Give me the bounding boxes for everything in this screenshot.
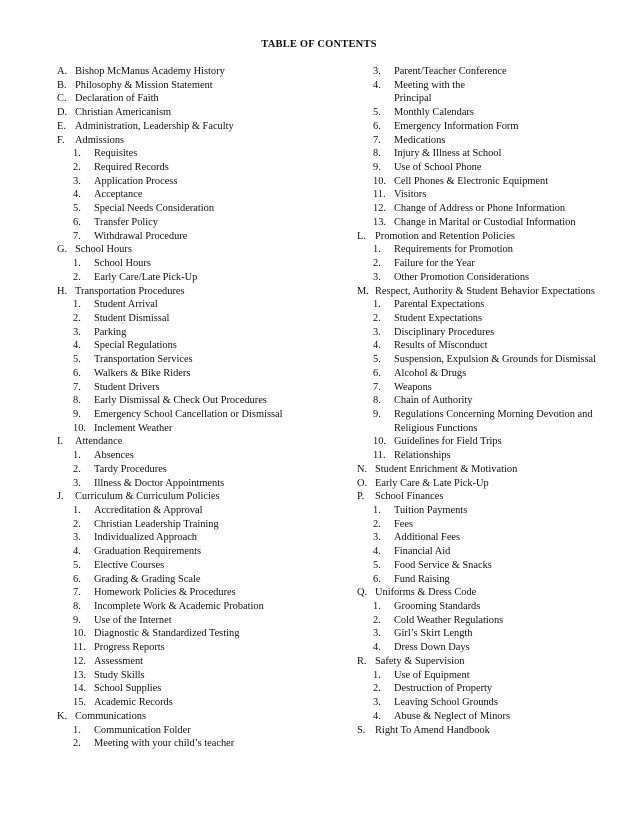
toc-subitem: [357, 614, 627, 628]
toc-item-number: 2.: [373, 614, 381, 626]
toc-item-number: C.: [57, 93, 67, 105]
toc-item-number: 10.: [373, 175, 386, 187]
toc-subitem: [57, 600, 357, 614]
toc-item-number: 7.: [73, 587, 81, 599]
toc-subitem: [57, 682, 357, 696]
toc-subitem: [357, 600, 627, 614]
toc-item-number: O.: [357, 477, 368, 489]
toc-item-text: Tardy Procedures: [94, 463, 167, 475]
toc-item-number: 14.: [73, 683, 86, 695]
toc-subitem: [57, 504, 357, 518]
toc-section: [357, 230, 627, 244]
toc-subitem: [357, 271, 627, 285]
toc-item-number: E.: [57, 120, 66, 132]
toc-item-text: Homework Policies & Procedures: [94, 587, 236, 599]
toc-item-text: Incomplete Work & Academic Probation: [94, 601, 264, 613]
toc-item-text: Alcohol & Drugs: [394, 367, 467, 379]
toc-subitem: [357, 326, 627, 340]
toc-item-text: Emergency School Cancellation or Dismissal: [94, 408, 283, 420]
toc-item-text: Other Promotion Considerations: [394, 271, 530, 283]
toc-subitem: [357, 312, 627, 326]
toc-subitem: [57, 202, 357, 216]
toc-subitem: [57, 669, 357, 683]
toc-item-text: Academic Records: [94, 697, 173, 709]
toc-subitem: [57, 422, 357, 436]
toc-subitem: [357, 682, 627, 696]
toc-item-text: Monthly Calendars: [394, 107, 474, 119]
toc-item-number: 6.: [73, 367, 81, 379]
toc-subitem: [57, 545, 357, 559]
toc-item-number: 7.: [73, 381, 81, 393]
toc-item-text: Study Skills: [94, 669, 145, 681]
toc-subitem: [57, 573, 357, 587]
toc-item-number: 11.: [373, 450, 386, 462]
toc-item-number: 1.: [373, 669, 381, 681]
toc-item-text: Abuse & Neglect of Minors: [394, 710, 511, 722]
toc-item-number: 1.: [73, 724, 81, 736]
toc-item-number: 1.: [73, 258, 81, 270]
toc-subitem: [57, 655, 357, 669]
toc-item-text: Grooming Standards: [394, 601, 481, 613]
toc-subitem: [357, 435, 627, 449]
toc-subitem: [357, 408, 627, 422]
toc-item-text: Requisites: [94, 148, 138, 160]
toc-section: [57, 79, 357, 93]
toc-item-text: Weapons: [394, 381, 432, 393]
toc-item-number: I.: [57, 436, 64, 448]
toc-item-number: 4.: [73, 189, 81, 201]
toc-subitem: [57, 627, 357, 641]
toc-item-text: Safety & Supervision: [375, 655, 465, 667]
toc-section: [357, 463, 627, 477]
toc-item-text: Emergency Information Form: [394, 120, 519, 132]
toc-item-number: 12.: [73, 655, 86, 667]
toc-subitem: [357, 518, 627, 532]
toc-item-text: Leaving School Grounds: [394, 697, 498, 709]
toc-item-text: Religious Functions: [394, 422, 478, 434]
toc-subitem: [357, 669, 627, 683]
toc-item-text: Visitors: [394, 189, 427, 201]
toc-subitem: [357, 147, 627, 161]
toc-item-text: Diagnostic & Standardized Testing: [94, 628, 240, 640]
toc-item-number: 8.: [73, 601, 81, 613]
toc-item-number: 6.: [373, 120, 381, 132]
toc-item-number: 2.: [73, 738, 81, 750]
toc-item-text: Illness & Doctor Appointments: [94, 477, 225, 489]
toc-item-number: 12.: [373, 203, 386, 215]
toc-subitem: [357, 298, 627, 312]
toc-item-text: Requirements for Promotion: [394, 244, 513, 256]
toc-item-text: Girl’s Skirt Length: [394, 628, 473, 640]
toc-item-text: Graduation Requirements: [94, 546, 202, 558]
toc-subitem: [57, 641, 357, 655]
toc-subitem: [57, 326, 357, 340]
toc-item-number: 10.: [373, 436, 386, 448]
toc-item-number: 2.: [73, 271, 81, 283]
toc-item-number: 3.: [373, 271, 381, 283]
toc-item-text: Acceptance: [94, 189, 143, 201]
toc-item-number: 6.: [373, 573, 381, 585]
toc-item-number: 7.: [373, 134, 381, 146]
toc-item-text: Progress Reports: [94, 642, 165, 654]
toc-item-text: Inclement Weather: [94, 422, 173, 434]
toc-item-number: Q.: [357, 587, 368, 599]
toc-item-number: 10.: [73, 628, 86, 640]
toc-item-text: Principal: [394, 93, 432, 105]
toc-item-text: Admissions: [75, 134, 125, 146]
toc-subitem: [357, 188, 627, 202]
toc-subitem: [57, 477, 357, 491]
toc-item-number: 8.: [373, 148, 381, 160]
toc-item-text: Dress Down Days: [394, 642, 470, 654]
toc-item-text: Attendance: [75, 436, 123, 448]
toc-subitem: [357, 243, 627, 257]
toc-subitem: [57, 394, 357, 408]
toc-item-number: B.: [57, 79, 67, 91]
toc-item-text: Parent/Teacher Conference: [394, 66, 507, 77]
toc-subitem: [57, 339, 357, 353]
toc-subitem: [57, 586, 357, 600]
toc-subitem: [357, 79, 627, 93]
toc-item-number: 4.: [73, 546, 81, 558]
toc-section: [357, 724, 627, 738]
toc-item-text: Transfer Policy: [94, 216, 158, 228]
toc-section: [357, 655, 627, 669]
toc-item-number: G.: [57, 244, 68, 256]
toc-subitem: [57, 518, 357, 532]
toc-item-text: Promotion and Retention Policies: [375, 230, 515, 242]
toc-item-number: 3.: [373, 532, 381, 544]
toc-item-number: 6.: [73, 216, 81, 228]
toc-subitem: [57, 449, 357, 463]
toc-item-number: 3.: [373, 66, 381, 77]
toc-item-text: Meeting with your child’s teacher: [94, 738, 235, 750]
toc-item-number: 4.: [73, 340, 81, 352]
toc-item-number: 1.: [373, 299, 381, 311]
toc-item-number: 3.: [73, 532, 81, 544]
toc-item-number: S.: [357, 724, 366, 736]
toc-item-text: Elective Courses: [94, 559, 165, 571]
toc-section: [57, 490, 357, 504]
toc-item-text: Failure for the Year: [394, 258, 475, 270]
toc-item-text: Meeting with the: [394, 79, 465, 91]
toc-item-text: School Supplies: [94, 683, 162, 695]
toc-item-text: Christian Americanism: [75, 107, 172, 119]
toc-subitem: [357, 175, 627, 189]
toc-item-text: Disciplinary Procedures: [394, 326, 495, 338]
toc-subitem: [357, 381, 627, 395]
toc-item-text: Walkers & Bike Riders: [94, 367, 191, 379]
toc-subitem: [357, 504, 627, 518]
toc-item-number: 3.: [73, 326, 81, 338]
page-title: TABLE OF CONTENTS: [261, 39, 377, 50]
toc-section: [57, 92, 357, 106]
toc-item-text: Transportation Services: [94, 354, 193, 366]
toc-item-number: 8.: [73, 395, 81, 407]
toc-subitem: [357, 627, 627, 641]
toc-item-text: Communication Folder: [94, 724, 191, 736]
toc-item-text: Respect, Authority & Student Behavior Expectations: [375, 285, 595, 297]
toc-item-number: 2.: [73, 162, 81, 174]
toc-item-text: Required Records: [94, 162, 169, 174]
toc-item-text: Communications: [75, 710, 146, 722]
toc-item-text: Early Care/Late Pick-Up: [94, 271, 198, 283]
toc-item-text: Use of the Internet: [94, 614, 172, 626]
toc-item-number: 11.: [373, 189, 386, 201]
toc-item-number: 5.: [373, 107, 381, 119]
toc-subitem: [357, 367, 627, 381]
toc-item-number: 2.: [73, 518, 81, 530]
toc-item-text: Change of Address or Phone Information: [394, 203, 566, 215]
toc-subitem: [57, 531, 357, 545]
toc-subitem: [57, 408, 357, 422]
toc-item-number: 5.: [73, 354, 81, 366]
toc-subitem: [57, 737, 357, 751]
toc-item-text: Parking: [94, 326, 127, 338]
toc-item-text: Fund Raising: [394, 573, 450, 585]
toc-item-number: 4.: [373, 546, 381, 558]
toc-item-number: 4.: [373, 710, 381, 722]
toc-item-text: Transportation Procedures: [75, 285, 185, 297]
toc-subitem: [57, 312, 357, 326]
toc-subitem: [57, 216, 357, 230]
toc-item-text: Right To Amend Handbook: [375, 724, 490, 736]
toc-subitem: [57, 147, 357, 161]
toc-item-text: Student Dismissal: [94, 312, 170, 324]
toc-item-number: 7.: [73, 230, 81, 242]
toc-item-number: P.: [357, 491, 365, 503]
toc-section: [57, 134, 357, 148]
toc-subitem: [57, 463, 357, 477]
toc-subitem: [57, 381, 357, 395]
toc-item-number: R.: [357, 655, 367, 667]
toc-item-text: Early Care & Late Pick-Up: [375, 477, 489, 489]
toc-item-text: Student Drivers: [94, 381, 160, 393]
toc-item-number: 5.: [73, 559, 81, 571]
toc-subitem: [57, 367, 357, 381]
toc-item-text: Special Regulations: [94, 340, 177, 352]
toc-item-number: 1.: [73, 450, 81, 462]
toc-item-text: Use of School Phone: [394, 162, 482, 174]
toc-item-text: Regulations Concerning Morning Devotion and: [394, 408, 593, 420]
toc-subitem: [357, 339, 627, 353]
toc-item-text: School Hours: [94, 258, 151, 270]
toc-item-number: 1.: [73, 148, 81, 160]
toc-item-number: 5.: [373, 559, 381, 571]
toc-subitem: [357, 641, 627, 655]
toc-subitem: [357, 65, 627, 79]
toc-subitem: [57, 230, 357, 244]
toc-item-text: Guidelines for Field Trips: [394, 436, 502, 448]
toc-section: [357, 285, 627, 299]
toc-subitem: [357, 545, 627, 559]
toc-item-number: 4.: [373, 340, 381, 352]
toc-subitem: [357, 573, 627, 587]
toc-item-number: 1.: [73, 299, 81, 311]
toc-section: [57, 710, 357, 724]
toc-subitem: [357, 106, 627, 120]
toc-item-number: 1.: [373, 505, 381, 516]
toc-item-text: Declaration of Faith: [75, 93, 159, 105]
toc-item-number: D.: [57, 107, 68, 119]
toc-item-number: N.: [357, 463, 368, 475]
toc-item-text: Food Service & Snacks: [394, 559, 492, 571]
toc-item-text: Financial Aid: [394, 546, 451, 558]
toc-item-text: Christian Leadership Training: [94, 518, 219, 530]
toc-item-number: A.: [57, 66, 68, 77]
toc-item-text: Curriculum & Curriculum Policies: [75, 491, 220, 503]
toc-subitem: [357, 696, 627, 710]
toc-item-number: 8.: [373, 395, 381, 407]
toc-subitem: [57, 696, 357, 710]
toc-section: [57, 243, 357, 257]
toc-subitem: [357, 257, 627, 271]
toc-item-text: Absences: [94, 450, 134, 462]
toc-section: [57, 435, 357, 449]
toc-section: [57, 120, 357, 134]
toc-section: [57, 65, 357, 79]
toc-item-number: 15.: [73, 697, 86, 709]
toc-item-text: Administration, Leadership & Faculty: [75, 120, 234, 132]
toc-item-text: Student Enrichment & Motivation: [375, 463, 518, 475]
toc-item-number: L.: [357, 230, 366, 242]
toc-subitem: [357, 134, 627, 148]
toc-item-number: 2.: [73, 312, 81, 324]
toc-subitem: [57, 559, 357, 573]
toc-subitem: [357, 710, 627, 724]
toc-item-number: 2.: [373, 258, 381, 270]
toc-subitem: [357, 120, 627, 134]
toc-item-number: 3.: [373, 628, 381, 640]
toc-item-text: Individualized Approach: [94, 532, 198, 544]
toc-item-number: J.: [57, 491, 64, 503]
toc-subitem: [57, 161, 357, 175]
toc-item-number: 5.: [373, 354, 381, 366]
toc-item-text: Application Process: [94, 175, 178, 187]
toc-item-text: Uniforms & Dress Code: [375, 587, 477, 599]
toc-item-text: Bishop McManus Academy History: [75, 66, 225, 77]
toc-item-number: 6.: [73, 573, 81, 585]
toc-subitem: [357, 353, 627, 367]
toc-subitem: [57, 188, 357, 202]
toc-item-number: 2.: [373, 683, 381, 695]
toc-subitem: [357, 394, 627, 408]
toc-section: [57, 106, 357, 120]
toc-item-number: 5.: [73, 203, 81, 215]
toc-item-text: Assessment: [94, 655, 144, 667]
toc-item-number: 3.: [373, 326, 381, 338]
toc-item-number: F.: [57, 134, 65, 146]
toc-item-text: Results of Misconduct: [394, 340, 488, 352]
toc-item-text: Withdrawal Procedure: [94, 230, 188, 242]
toc-item-text: Destruction of Property: [394, 683, 493, 695]
toc-item-text: Accreditation & Approval: [94, 505, 203, 516]
toc-item-text: Suspension, Expulsion & Grounds for Dismissal: [394, 354, 597, 366]
toc-section: [357, 490, 627, 504]
toc-item-number: 1.: [373, 244, 381, 256]
toc-subitem: [57, 724, 357, 738]
toc-item-number: 9.: [373, 162, 381, 174]
toc-item-text: Medications: [394, 134, 446, 146]
toc-item-number: H.: [57, 285, 68, 297]
toc-item-text: Special Needs Consideration: [94, 203, 215, 215]
toc-continuation: [357, 92, 627, 106]
toc-item-number: 10.: [73, 422, 86, 434]
toc-continuation: [357, 422, 627, 436]
toc-item-text: School Hours: [75, 244, 132, 256]
toc-item-text: Tuition Payments: [394, 505, 468, 516]
toc-item-text: Student Expectations: [394, 312, 483, 324]
toc-item-number: 2.: [373, 312, 381, 324]
toc-right-column: [357, 65, 627, 737]
toc-item-text: Cold Weather Regulations: [394, 614, 504, 626]
toc-item-number: 9.: [73, 408, 81, 420]
toc-item-text: Cell Phones & Electronic Equipment: [394, 175, 549, 187]
toc-item-text: Philosophy & Mission Statement: [75, 79, 213, 91]
toc-item-number: 3.: [73, 477, 81, 489]
toc-section: [57, 285, 357, 299]
toc-subitem: [357, 559, 627, 573]
toc-item-text: Student Arrival: [94, 299, 158, 311]
toc-item-number: 3.: [373, 697, 381, 709]
toc-item-number: 3.: [73, 175, 81, 187]
toc-subitem: [57, 298, 357, 312]
toc-left-column: [57, 65, 357, 751]
toc-item-number: 11.: [73, 642, 86, 654]
toc-item-number: 7.: [373, 381, 381, 393]
toc-item-text: Additional Fees: [394, 532, 461, 544]
toc-subitem: [357, 531, 627, 545]
toc-item-number: 13.: [73, 669, 86, 681]
toc-item-number: 6.: [373, 367, 381, 379]
toc-subitem: [357, 202, 627, 216]
toc-item-number: 1.: [73, 505, 81, 516]
toc-item-text: Chain of Authority: [394, 395, 473, 407]
toc-item-number: 2.: [73, 463, 81, 475]
toc-item-text: Change in Marital or Custodial Information: [394, 216, 576, 228]
toc-item-text: Injury & Illness at School: [394, 148, 502, 160]
toc-section: [357, 477, 627, 491]
toc-subitem: [57, 353, 357, 367]
toc-item-number: 9.: [373, 408, 381, 420]
toc-subitem: [357, 161, 627, 175]
toc-item-text: Fees: [394, 518, 414, 530]
toc-subitem: [357, 449, 627, 463]
toc-item-number: 2.: [373, 518, 381, 530]
toc-item-number: 4.: [373, 642, 381, 654]
toc-item-number: M.: [357, 285, 369, 297]
toc-subitem: [357, 216, 627, 230]
toc-item-text: Early Dismissal & Check Out Procedures: [94, 395, 267, 407]
toc-item-number: K.: [57, 710, 68, 722]
toc-subitem: [57, 271, 357, 285]
toc-item-number: 9.: [73, 614, 81, 626]
toc-item-text: School Finances: [375, 491, 444, 503]
toc-item-text: Use of Equipment: [394, 669, 470, 681]
toc-subitem: [57, 257, 357, 271]
toc-subitem: [57, 175, 357, 189]
toc-subitem: [57, 614, 357, 628]
toc-item-number: 1.: [373, 601, 381, 613]
toc-item-number: 13.: [373, 216, 386, 228]
toc-item-text: Relationships: [394, 450, 451, 462]
toc-item-text: Grading & Grading Scale: [94, 573, 201, 585]
toc-section: [357, 586, 627, 600]
toc-item-number: 4.: [373, 79, 381, 91]
toc-item-text: Parental Expectations: [394, 299, 485, 311]
